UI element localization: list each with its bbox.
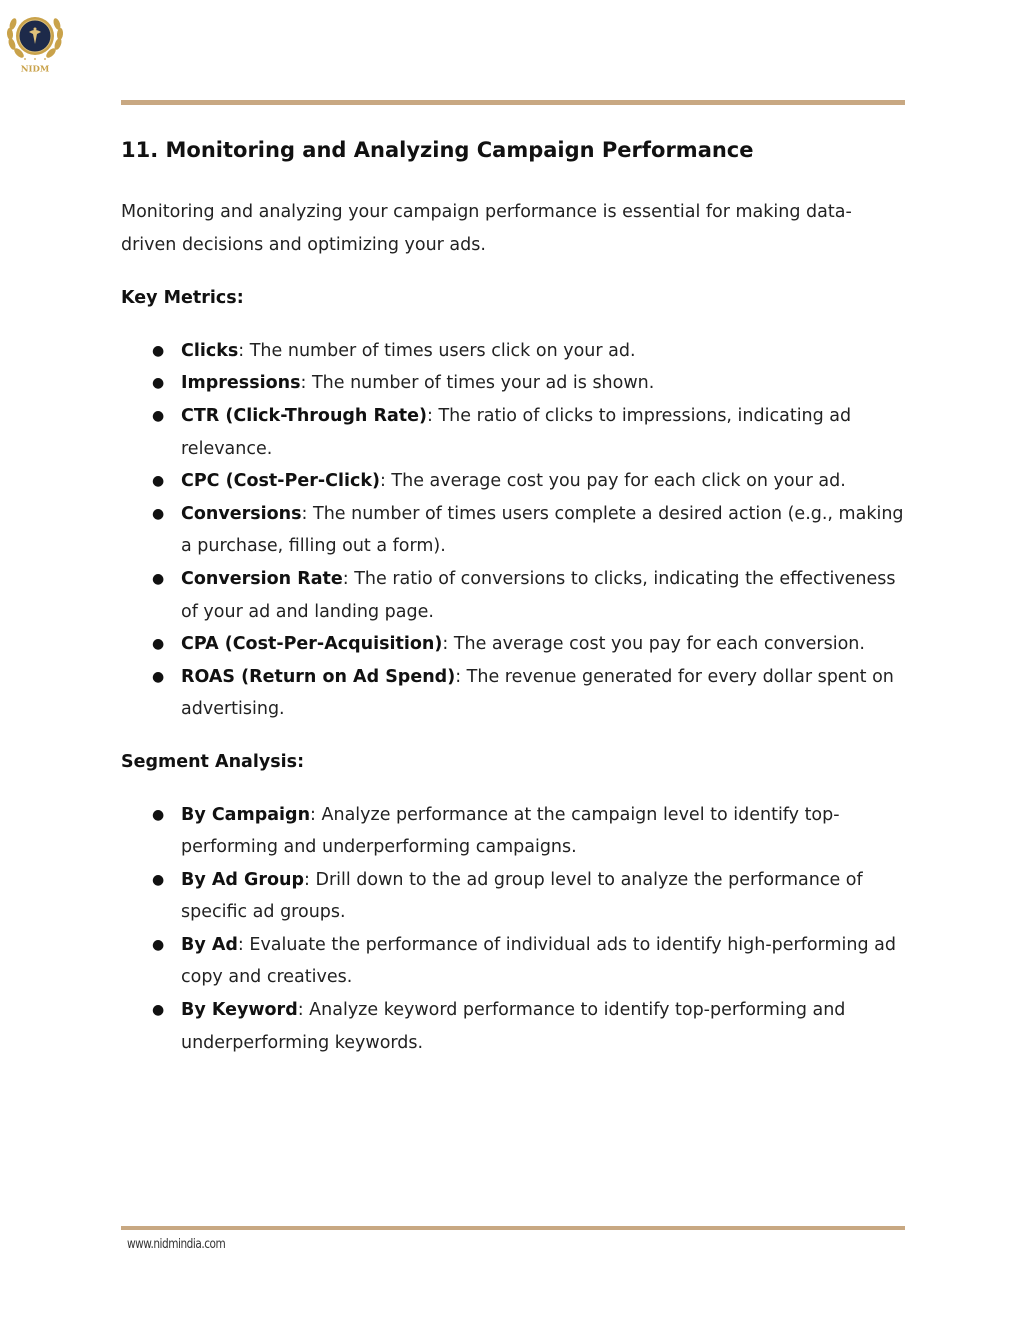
list-item: ● Conversions: The number of times users complete a desired action (e.g., making a purchase, filling out a form). bbox=[121, 498, 905, 563]
nidm-logo bbox=[4, 8, 66, 74]
bullet-icon: ● bbox=[152, 375, 165, 392]
key-metrics-title: Key Metrics: bbox=[121, 288, 244, 309]
footer-website-link[interactable]: www.nidmindia.com bbox=[127, 1236, 226, 1252]
bullet-icon: ● bbox=[152, 342, 165, 359]
segment-analysis-title: Segment Analysis: bbox=[121, 751, 305, 772]
list-item: ● ROAS (Return on Ad Spend): The revenue generated for every dollar spent on advertising. bbox=[121, 661, 905, 726]
list-item: ● Clicks: The number of times users click on your ad. bbox=[121, 335, 905, 368]
list-item: ● By Ad Group: Drill down to the ad group level to analyze the performance of specific ad groups. bbox=[121, 864, 905, 929]
key-metrics-list bbox=[121, 335, 905, 726]
bullet-icon: ● bbox=[152, 871, 165, 888]
bullet-icon: ● bbox=[152, 407, 165, 424]
bullet-icon: ● bbox=[152, 936, 165, 953]
footer-divider bbox=[121, 1226, 905, 1230]
main-content bbox=[121, 134, 905, 1059]
segment-analysis-list bbox=[121, 799, 905, 1060]
bullet-icon: ● bbox=[152, 1002, 165, 1019]
list-item: ● Impressions: The number of times your ad is shown. bbox=[121, 367, 905, 400]
bullet-icon: ● bbox=[152, 668, 165, 685]
intro-paragraph: Monitoring and analyzing your campaign performance is essential for making data-driven decisions and optimizing your ads. bbox=[121, 202, 852, 255]
list-item: ● CTR (Click-Through Rate): The ratio of clicks to impressions, indicating ad relevance. bbox=[121, 400, 905, 465]
list-item: ● Conversion Rate: The ratio of conversions to clicks, indicating the effectiveness of your ad and landing page. bbox=[121, 563, 905, 628]
bullet-icon: ● bbox=[152, 505, 165, 522]
list-item: ● By Ad: Evaluate the performance of individual ads to identify high-performing ad copy and creatives. bbox=[121, 929, 905, 994]
list-item: ● By Keyword: Analyze keyword performance to identify top-performing and underperforming keywords. bbox=[121, 994, 905, 1059]
list-item: ● By Campaign: Analyze performance at the campaign level to identify top-performing and underperforming campaigns. bbox=[121, 799, 905, 864]
svg-text:NIDM: NIDM bbox=[20, 64, 50, 74]
list-item: ● CPC (Cost-Per-Click): The average cost you pay for each click on your ad. bbox=[121, 465, 905, 498]
bullet-icon: ● bbox=[152, 473, 165, 490]
list-item: ● CPA (Cost-Per-Acquisition): The average cost you pay for each conversion. bbox=[121, 628, 905, 661]
bullet-icon: ● bbox=[152, 636, 165, 653]
header-divider bbox=[121, 100, 905, 105]
section-heading: 11. Monitoring and Analyzing Campaign Performance bbox=[121, 138, 754, 162]
bullet-icon: ● bbox=[152, 806, 165, 823]
bullet-icon: ● bbox=[152, 570, 165, 587]
